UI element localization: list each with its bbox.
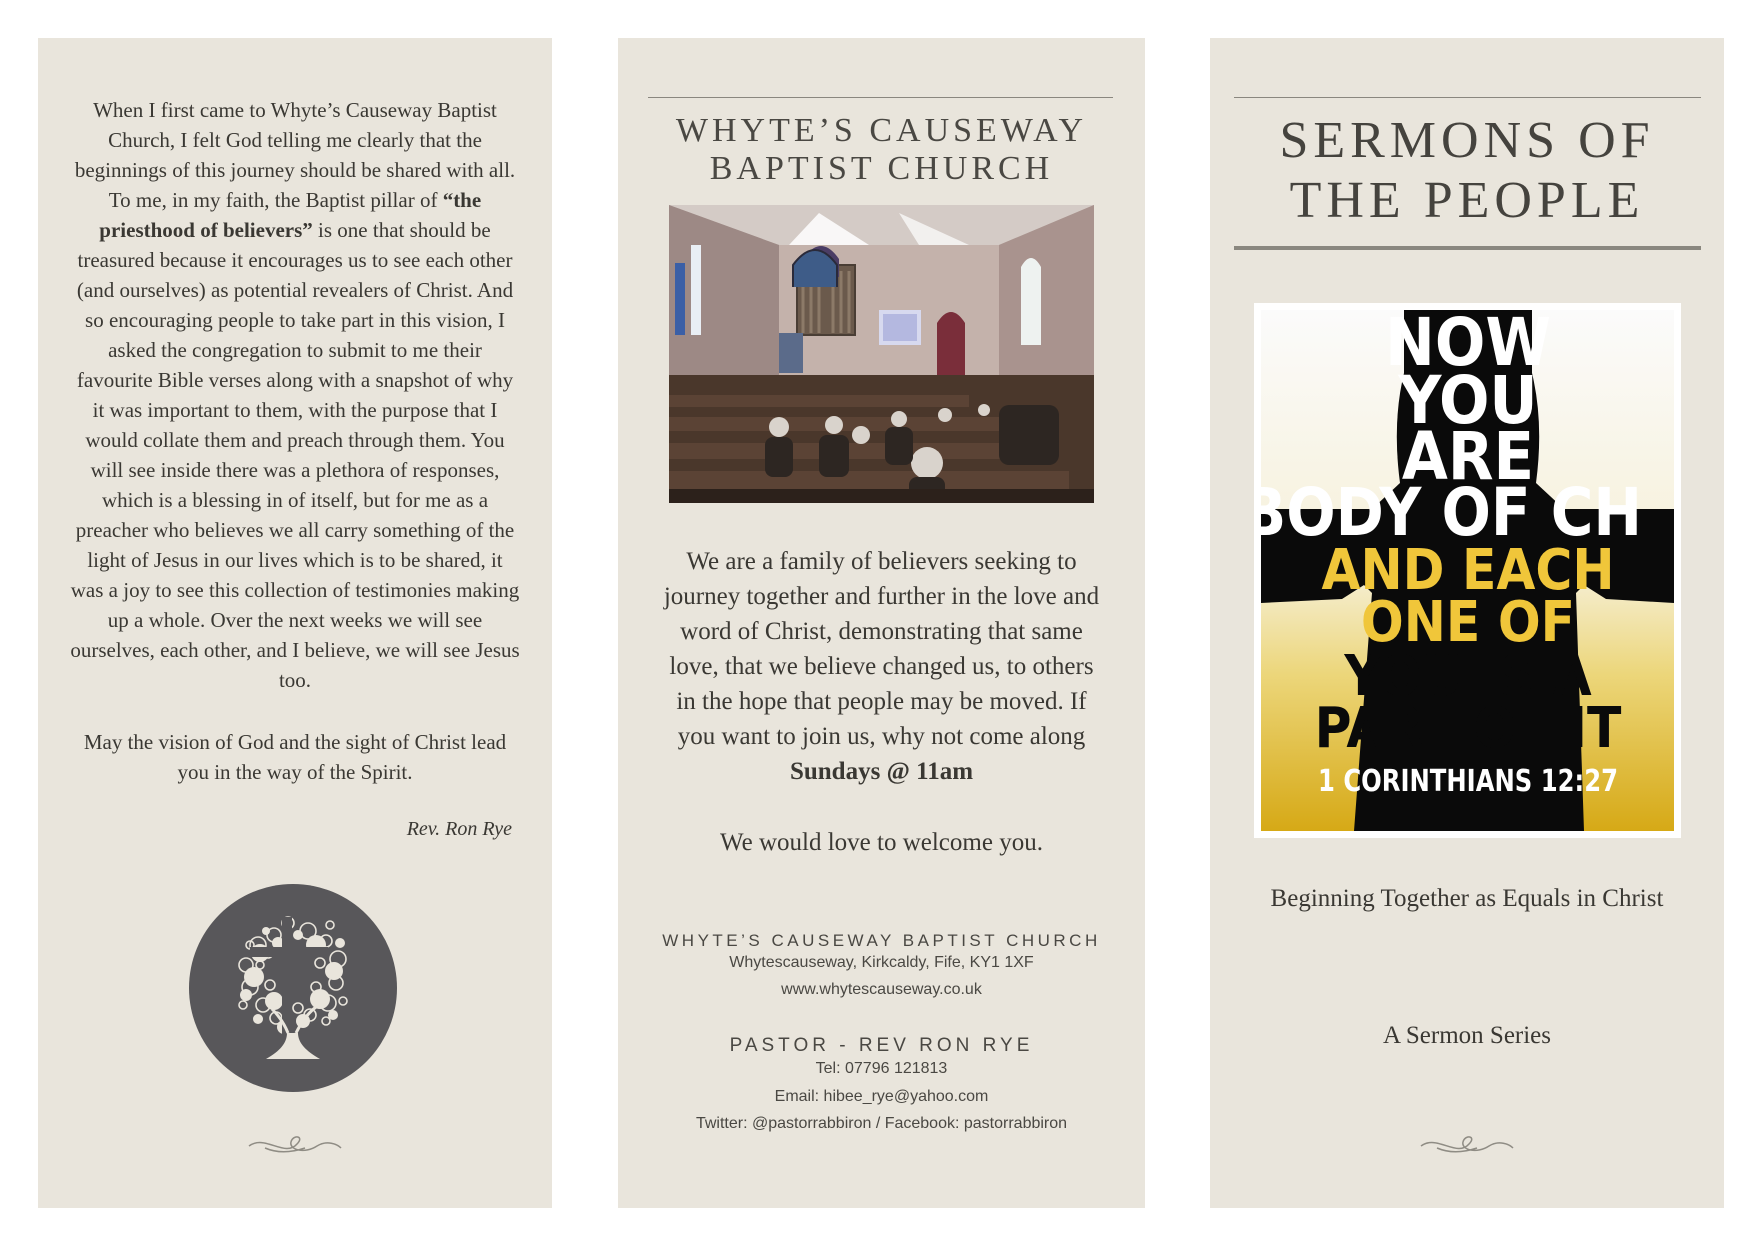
top-divider	[1234, 97, 1701, 98]
middle-panel	[618, 38, 1145, 1208]
intro-paragraph: When I first came to Whyte’s Causeway Baptist Church, I felt God telling me clearly that the beginnings of this journey should be shared with all. To me, in my faith, the Baptist pillar of “the priesthood of believers” is one that should be treasured because it encourages us to see each other (and ourselves) as potential revealers of Christ. And so encouraging people to take part in this vision, I asked the congregation to submit to me their favourite Bible verses along with a snapshot of why it was important to them, with the purpose that I would collate them and preach through them. You will see inside there was a plethora of responses, which is a blessing in of itself, but for me as a preacher who believes we all carry something of the light of Jesus in our lives which is to be shared, it was a joy to see this collection of testimonies making up a whole. Over the next weeks we will see ourselves, each other, and I believe, we will see Jesus too.	[70, 98, 520, 692]
series-label: A Sermon Series	[1382, 1022, 1552, 1049]
decorative-flourish	[245, 1130, 345, 1162]
welcome-text: We are a family of believers seeking to journey together and further in the love and word of Christ, demonstrating that same love, that we believe changed us, to others in the hope that people may be moved. If you want to join us, why not come along	[663, 548, 1100, 750]
poster-line: PART OF IT	[1314, 696, 1622, 761]
left-panel	[38, 38, 552, 1208]
pastor-heading: PASTOR - REV RON RYE	[729, 1035, 1034, 1056]
series-tagline: Beginning Together as Equals in Christ	[1270, 885, 1664, 912]
pastor-social: Twitter: @pastorrabbiron / Facebook: pastorrabbiron	[695, 1115, 1068, 1132]
series-title-line-2: THE PEOPLE	[1289, 172, 1645, 229]
poster-line: YOU	[1398, 362, 1538, 439]
poster-line: AND EACH	[1321, 538, 1615, 603]
church-name-heading	[618, 112, 1145, 188]
top-divider	[648, 97, 1113, 98]
pastor-phone: Tel: 07796 121813	[815, 1060, 948, 1077]
series-title-line-1: SERMONS OF	[1279, 112, 1655, 169]
poster-line: ARE	[1401, 418, 1535, 495]
contact-church-name: WHYTE’S CAUSEWAY BAPTIST CHURCH	[662, 931, 1101, 950]
poster-line: YOU IS A	[1344, 644, 1592, 709]
blessing-text: May the vision of God and the sight of Christ lead you in the way of the Spirit.	[83, 730, 507, 784]
church-address: Whytescauseway, Kirkcaldy, Fife, KY1 1XF	[729, 954, 1034, 971]
church-name-line-2: BAPTIST CHURCH	[709, 150, 1054, 187]
poster-line: BODY OF CH	[1254, 474, 1642, 551]
right-panel	[1210, 38, 1724, 1208]
decorative-flourish	[1417, 1130, 1517, 1162]
title-underline	[1234, 246, 1701, 250]
church-website-link[interactable]: www.whytescauseway.co.uk	[781, 981, 982, 998]
church-name-line-1: WHYTE’S CAUSEWAY	[675, 112, 1088, 149]
service-time: Sundays @ 11am	[789, 758, 974, 785]
poster-line: 1 CORINTHIANS 12:27	[1318, 764, 1618, 799]
church-tree-cross-logo	[188, 883, 398, 1093]
poster-line: ONE OF	[1360, 590, 1576, 655]
welcome-closing: We would love to welcome you.	[720, 829, 1043, 856]
welcome-paragraph	[658, 544, 1105, 789]
pastor-email[interactable]: Email: hibee_rye@yahoo.com	[774, 1088, 989, 1105]
poster-line: NOW	[1385, 304, 1551, 381]
verse-poster-graphic	[1254, 303, 1681, 838]
signature: Rev. Ron Rye	[406, 818, 512, 840]
series-title	[1210, 111, 1724, 231]
verse-poster	[1254, 303, 1681, 838]
church-interior-photo	[669, 205, 1094, 503]
